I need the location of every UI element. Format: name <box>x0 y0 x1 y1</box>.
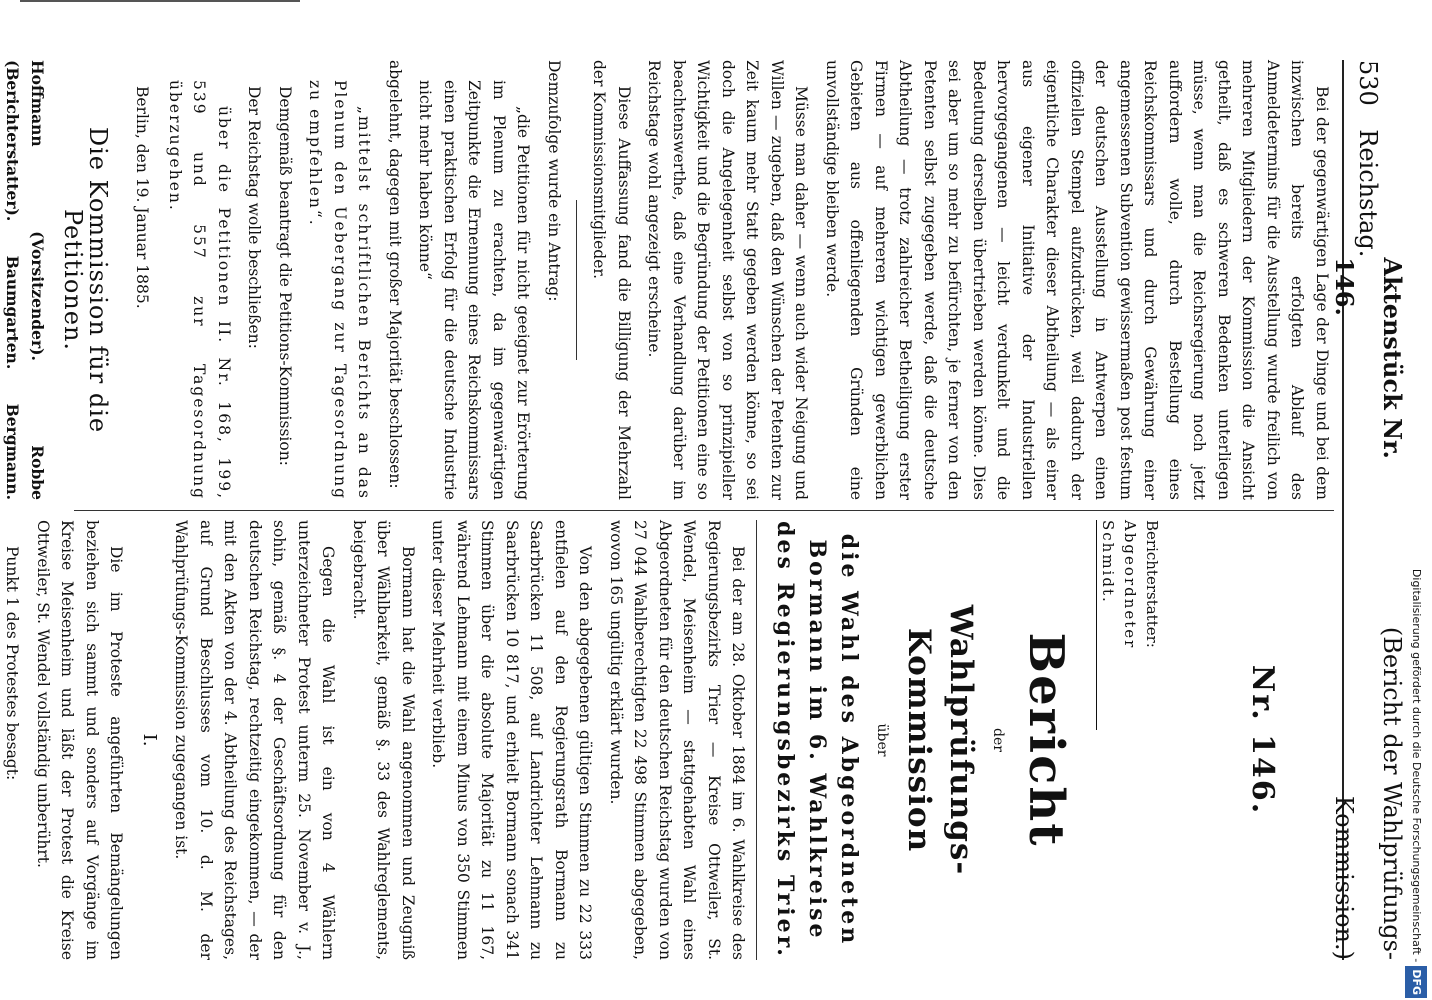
paragraph: Die im Proteste angeführten Bemängelungen beziehen sich sammt und sonders auf Vorgänge im Kreise Meisenheim und läßt der Protest die Kreise Ottweiler, St. Wendel vollständig unberührt. <box>34 520 126 960</box>
paragraph: Demzufolge wurde ein Antrag: <box>545 60 563 302</box>
credit-text: Digitalisierung gefördert durch die Deutsche Forschungsgemeinschaft - <box>1410 568 1423 963</box>
motion: über die Petitionen II. Nr. 168, 199, 539 und 557 zur Tagesordnung überzugehen. <box>166 80 233 500</box>
quote: „die Petitionen für nicht geeignet zur Erörterung im Plenum zu erachten, da im gegenwärtigen Zeitpunkte die Ernennung eines Reichskommissars einen praktischen Erfolg für die deutsche Industrie nicht mehr haben könne“ <box>416 80 533 500</box>
quote: „mittelst schriftlichen Berichts an das Plenum den Uebergang zur Tagesordnung zu empfehlen“. <box>306 80 374 500</box>
paragraph: Bei der gegenwärtigen Lage der Dinge und bei dem inzwischen bereits erfolgten Ablauf des Anmeldetermins für die Ausstellung wurde freilich von mehreren Mitgliedern der Kommission die Ansicht getheilt, daß es schweren Bedenken unterliegen müsse, wenn man die Reichsregierung noch jetzt auffordern wolle, durch Bestellung eines Reichskommissars und durch Gewährung einer angemessenen Subvention gewissermaßen post festum der deutschen Ausstellung in Antwerpen einen offiziellen Stempel aufzudrücken, weil dadurch der eigentliche Charakter dieser Abtheilung — als einer aus eigener Initiative der Industriellen hervorgegangenen — leicht verdunkelt und die Bedeutung derselben übertrieben werden könne. Dies sei aber um so mehr zu befürchten, je ferner von den Petenten selbst zugegeben werde, daß die deutsche Abtheilung — trotz zahlreicher Betheiligung erster Firmen — auf mehreren wichtigen gewerblichen Gebieten aus offenliegenden Gründen eine unvollständige bleiben werde. <box>823 60 1331 500</box>
column-rule <box>74 510 1334 511</box>
report-subject: die Wahl des Abgeordneten Bormann im 6. Wahlkreise des Regierungsbezirks Trier. <box>772 521 863 959</box>
paragraph: Diese Auffassung fand die Billigung der Mehrzahl der Kommissionsmitglieder. <box>590 60 633 500</box>
dfg-logo: DFG <box>1405 966 1427 998</box>
separator <box>576 200 577 360</box>
section-numeral: I. <box>139 733 160 747</box>
commission-title: Wahlprüfungs-Kommission <box>901 604 979 876</box>
page-number: 530 <box>1354 60 1382 106</box>
separator <box>757 520 758 960</box>
paragraph: Bormann hat die Wahl angenommen und Zeugniß über Wählbarkeit, gemäß §. 33 des Wahlreglements, beigebracht. <box>350 520 417 960</box>
report-title: Bericht <box>1018 632 1075 848</box>
paragraph: Von den abgegebenen gültigen Stimmen zu 22 333 entfielen auf den Regierungsrath Bormann zu Saarbrücken 11 508, auf Landrichter Lehmann zu Saarbrücken 10 817, und erhielt Bormann sonach 341 Stimmen über die absolute Majorität zu 11 167, während Lehmann mit einem Minus von 350 Stimmen unter dieser Mehrheit verblieb. <box>429 520 595 960</box>
title-ueber: über <box>874 723 890 757</box>
paragraph: Bei der am 28. Oktober 1884 im 6. Wahlkreise des Regierungsbezirks Trier — Kreise Ottweiler, St. Wendel, Meisenheim — stattgehabten Wahl eines Abgeordneten für den deutschen Reichstag wurden von 27 044 Wahlberechtigten 22 498 Stimmen abgegeben, wovon 165 ungültig erklärt wurden. <box>607 520 748 960</box>
document-reference: Aktenstück Nr. 146. <box>1330 257 1407 459</box>
paragraph: Der Reichstag wolle beschließen: <box>245 86 264 349</box>
right-column <box>0 520 1340 960</box>
document-number: Nr. 146. <box>1245 664 1280 816</box>
reporter-block <box>1097 520 1164 730</box>
running-header <box>1330 60 1407 960</box>
commission-heading: Die Kommission für die Petitionen. <box>59 126 112 434</box>
paragraph: Demgemäß beantragt die Petitions-Kommission: <box>276 86 294 466</box>
reporter-name: Abgeordneter Schmidt. <box>1097 520 1142 730</box>
paragraph: Müsse man daher — wenn auch wider Neigung und Willen — zugeben, daß den Wünschen der Petenten zur Zeit kaum mehr Statt gegeben werden könne, so sei doch die Angelegenheit selbst von so prinzipieller Wichtigkeit und die Begründung der Petitionen eine so beachtenswerthe, daß eine Verhandlung darüber im Reichstage wohl angezeigt erscheine. <box>645 60 811 500</box>
paragraph: Gegen die Wahl ist ein von 4 Wählern unterzeichneter Protest unterm 25. November v. J., sohin, gemäß §. 4 der Geschäftsordnung für den deutschen Reichstag, rechtzeitig eingekommen, — der mit den Akten von der 4. Abtheilung des Reichstages, auf Grund Beschlusses vom 10. d. M. der Wahlprüfungs-Kommission zugegangen ist. <box>172 520 338 960</box>
header-right-title: (Bericht der Wahlprüfungs-Kommission.) <box>1330 626 1406 960</box>
digitization-credit <box>1405 8 1427 998</box>
date: Berlin, den 19. Januar 1885. <box>133 86 152 309</box>
paragraph: abgelehnt, dagegen mit großer Majorität beschlossen: <box>386 60 404 489</box>
paragraph: Punkt 1 des Protestes besagt: <box>3 546 22 781</box>
reporter-label: Berichterstatter: <box>1143 520 1162 648</box>
header-left-title: Reichstag. <box>1354 129 1382 258</box>
member-list: Hoffmann (Vorsitzender). Robbe (Berichterstatter). Baumgarten. Bergmann. <box>3 60 47 500</box>
left-column <box>0 60 1334 500</box>
title-der: der <box>990 728 1007 752</box>
